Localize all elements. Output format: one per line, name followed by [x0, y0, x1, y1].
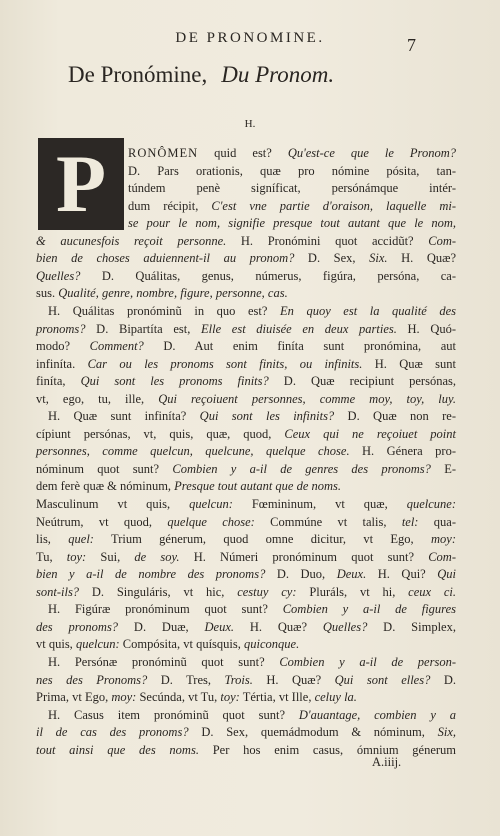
latin-text: Pluráls, vt hi, — [296, 584, 409, 599]
french-gloss: quelcun: — [189, 497, 233, 511]
french-gloss: quelcune: — [406, 497, 456, 511]
latin-text: dum récipit, — [128, 198, 212, 213]
latin-text: nóminum quot sunt? — [36, 461, 173, 476]
french-gloss: pronoms? — [36, 321, 86, 336]
latin-text: D. Quæ recipiunt persónas, — [268, 374, 456, 389]
page-number: 7 — [407, 35, 416, 55]
french-gloss: Car ou les pronoms sont finits, ou infinits. — [87, 356, 363, 371]
section-marker: H. — [244, 118, 256, 130]
latin-text: Commúne vt talis, — [254, 514, 402, 529]
french-gloss: C'est vne partie d'oraison, laquelle mi- — [211, 198, 456, 213]
french-gloss: Qui reçoiuent personnes, comme moy, toy, luy. — [158, 391, 456, 406]
text-line — [36, 320, 456, 338]
latin-text: H. Quæ? — [252, 672, 335, 687]
text-line — [48, 302, 456, 320]
text-line — [36, 618, 456, 636]
text-line — [36, 477, 456, 495]
latin-text: H. Quæ sunt infiníta? — [48, 409, 200, 424]
french-gloss: ceux ci. — [408, 584, 457, 599]
latin-text: Fœmininum, vt quæ, — [232, 497, 407, 511]
latin-text: Tu, — [36, 549, 67, 564]
latin-text: H. Quæ sunt — [362, 356, 457, 371]
french-gloss: Quelles? — [322, 619, 368, 634]
french-gloss: moy: — [431, 532, 456, 547]
latin-text: D. Sex, — [294, 251, 370, 266]
latin-text: qua- — [418, 514, 456, 529]
latin-text: lis, — [36, 532, 69, 547]
french-gloss: & aucunesfois reçoit personne. — [36, 233, 227, 248]
latin-text: Neútrum, vt quod, — [36, 514, 168, 529]
running-head: DE PRONOMINE. — [175, 30, 325, 46]
latin-text: H. Pronómini quot accidũt? — [226, 233, 429, 248]
latin-text: E- — [430, 461, 456, 476]
french-gloss: toy: — [66, 549, 87, 564]
french-gloss: Comment? — [89, 339, 144, 354]
french-gloss: Elle est diuisée en deux parties. — [201, 321, 397, 336]
french-gloss: personnes, comme quelcun, quelcune, quelque chose. — [36, 444, 350, 459]
latin-text: D. Quálitas, genus, númerus, figúra, persóna, ca- — [80, 268, 456, 283]
text-line — [36, 635, 456, 653]
latin-text: D. — [430, 672, 456, 687]
french-gloss: En quoy est la qualité des — [279, 303, 456, 318]
latin-text: cípiunt persónas, vt, quis, quæ, quod, — [36, 426, 285, 441]
french-gloss: Qui sont les pronoms finits? — [80, 374, 269, 389]
french-gloss: Six, — [437, 725, 456, 740]
french-gloss: Trois. — [224, 672, 253, 687]
french-gloss: tel: — [401, 514, 419, 529]
latin-text: vt quis, — [36, 637, 76, 652]
french-gloss: toy: — [220, 690, 240, 705]
french-gloss: Com- — [428, 233, 457, 248]
french-gloss: quelque chose: — [167, 514, 255, 529]
text-line — [36, 337, 456, 355]
latin-text: H. Quálitas pronóminũ in quo est? — [48, 303, 280, 318]
text-line — [48, 706, 456, 724]
latin-text: dem ferè quæ & nóminum, — [36, 479, 175, 494]
text-line — [36, 723, 456, 741]
latin-text: túndem penè signíficat, persónámque intér- — [128, 181, 456, 196]
text-line — [48, 407, 456, 425]
text-line — [36, 267, 456, 285]
french-gloss: nes des Pronoms? — [36, 672, 148, 687]
text-line — [128, 144, 456, 162]
latin-text: H. Génera pro- — [349, 444, 456, 459]
text-line — [36, 284, 456, 302]
latin-text: Trium génerum, quod omne dicitur, vt Ego, — [93, 532, 431, 547]
latin-text: Masculinum vt quis, — [36, 497, 190, 511]
french-gloss: Qualité, genre, nombre, figure, personne, cas. — [58, 286, 288, 301]
latin-text: Prima, vt Ego, — [36, 690, 112, 705]
decorated-initial: P — [38, 138, 124, 230]
text-line — [128, 214, 456, 232]
latin-text: infiníta. — [36, 356, 88, 371]
latin-text: D. Bipartíta est, — [85, 321, 202, 336]
latin-text: vt, ego, tu, ille, — [36, 391, 159, 406]
text-line — [128, 197, 456, 215]
text-line — [36, 530, 456, 548]
french-gloss: Combien y a-il de person- — [279, 654, 457, 669]
text-line — [36, 513, 456, 531]
french-gloss: D'auantage, combien y a — [298, 707, 456, 722]
french-gloss: quiconque. — [244, 637, 300, 652]
latin-text: D. Aut enim finíta sunt pronómina, aut — [143, 339, 456, 354]
text-line — [36, 495, 456, 513]
latin-text: H. Casus item pronóminũ quot sunt? — [48, 707, 299, 722]
french-gloss: des pronoms? — [36, 619, 119, 634]
french-gloss: Six. — [369, 251, 388, 266]
french-gloss: moy: — [111, 690, 137, 705]
latin-text: quid est? — [198, 146, 288, 160]
french-gloss: sont-ils? — [36, 584, 80, 599]
latin-text: D. Simplex, — [367, 619, 456, 634]
text-line — [36, 232, 456, 250]
text-line — [48, 653, 456, 671]
text-line — [128, 179, 456, 197]
latin-text: Sui, — [86, 549, 135, 564]
latin-text: D. Duæ, — [118, 619, 205, 634]
text-line — [36, 372, 456, 390]
latin-text: Tértia, vt Ille, — [239, 690, 315, 705]
french-gloss: Deux. — [204, 619, 235, 634]
french-gloss: de soy. — [134, 549, 180, 564]
latin-text: H. Quó- — [396, 321, 457, 336]
latin-text: finíta, — [36, 374, 81, 389]
latin-text: Secúnda, vt Tu, — [136, 690, 221, 705]
latin-text: D. Duo, — [265, 567, 337, 582]
latin-text: H. Quæ? — [387, 251, 456, 266]
latin-text: H. Figúræ pronóminum quot sunt? — [48, 602, 283, 617]
french-gloss: cestuy cy: — [237, 584, 297, 599]
text-line — [48, 600, 456, 618]
french-gloss: Combien y a-il de figures — [282, 602, 456, 617]
text-line — [36, 460, 456, 478]
signature-mark: A.iiij. — [372, 755, 402, 769]
text-line — [128, 162, 456, 180]
french-gloss: se pour le nom, signifie presque tout autant que le nom, — [128, 216, 456, 231]
latin-text: H. Quæ? — [234, 619, 323, 634]
chapter-title-latin: De Pronómine, — [68, 62, 208, 87]
text-line — [36, 565, 456, 583]
latin-text: D. Pars orationis, quæ pro nómine pósita, tan- — [128, 163, 456, 178]
french-gloss: Qui sont elles? — [334, 672, 431, 687]
latin-text: Per hos enim casus, ómnium génerum — [198, 742, 457, 757]
french-gloss: Ceux qui ne reçoiuet point — [284, 426, 456, 441]
text-line — [36, 548, 456, 566]
latin-text: Compósita, vt quísquis, — [119, 637, 244, 652]
french-gloss: il de cas des pronoms? — [36, 725, 189, 740]
text-line — [36, 583, 456, 601]
text-line — [36, 442, 456, 460]
latin-text: RONÔMEN — [128, 146, 199, 160]
french-gloss: Presque tout autant que de noms. — [174, 479, 342, 494]
french-gloss: Qu'est-ce que le Pronom? — [287, 146, 456, 160]
french-gloss: bien de choses aduiennent-il au pronom? — [36, 251, 295, 266]
latin-text: modo? — [36, 339, 90, 354]
french-gloss: Deux. — [336, 567, 367, 582]
french-gloss: Com- — [428, 549, 456, 564]
text-line — [36, 355, 456, 373]
french-gloss: Qui sont les infinits? — [199, 409, 335, 424]
text-line — [36, 249, 456, 267]
french-gloss: bien y a-il de nombre des pronoms? — [36, 567, 266, 582]
latin-text: D. Singuláris, vt hic, — [79, 584, 238, 599]
latin-text: H. Númeri pronóminum quot sunt? — [179, 549, 429, 564]
text-line — [36, 688, 456, 706]
latin-text: D. Quæ non re- — [334, 409, 456, 424]
latin-text: H. Persónæ pronóminũ quot sunt? — [48, 654, 280, 669]
french-gloss: quel: — [68, 532, 94, 547]
french-gloss: quelcun: — [75, 637, 120, 652]
french-gloss: Combien y a-il de genres des pronoms? — [172, 461, 431, 476]
french-gloss: celuy la. — [314, 690, 357, 705]
text-line — [36, 425, 456, 443]
latin-text: H. Qui? — [366, 567, 438, 582]
french-gloss: Qui — [437, 567, 457, 582]
text-line — [36, 390, 456, 408]
french-gloss: Quelles? — [36, 268, 81, 283]
text-line — [36, 671, 456, 689]
chapter-title-french: Du Pronom. — [221, 62, 335, 87]
latin-text: sus. — [36, 286, 59, 301]
latin-text: D. Tres, — [147, 672, 225, 687]
latin-text: D. Sex, quemádmodum & nóminum, — [188, 725, 438, 740]
french-gloss: tout ainsi que des noms. — [36, 742, 199, 757]
